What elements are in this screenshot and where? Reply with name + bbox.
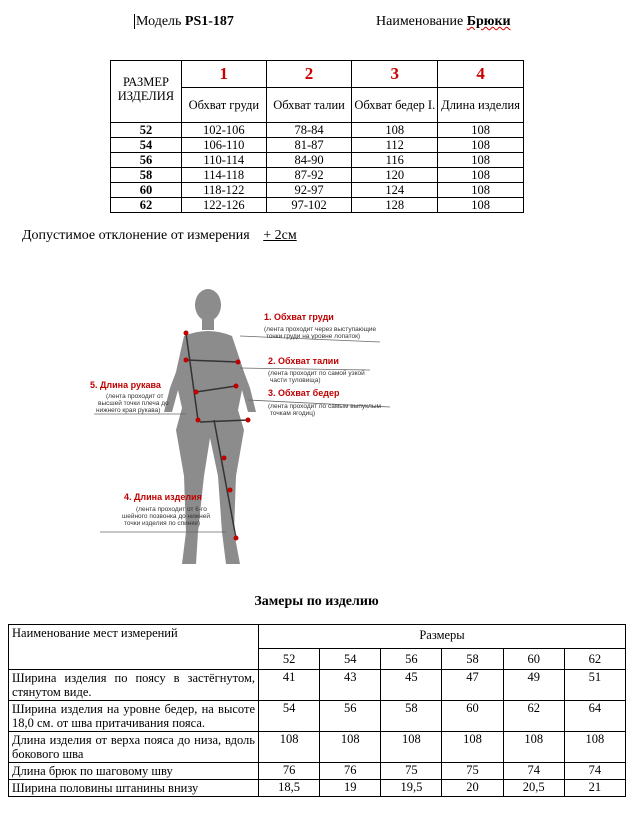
measure-value-cell: 51 [564, 670, 625, 701]
measure-name-cell: Длина брюк по шаговому шву [9, 763, 259, 780]
size-value-cell: 108 [438, 183, 524, 198]
length-note-1: (лента проходит от 6-го [136, 506, 207, 513]
sizes-header: Размеры [259, 625, 626, 649]
size-cell: 54 [111, 138, 182, 153]
measure-size-header: 62 [564, 648, 625, 669]
size-value-cell: 128 [352, 198, 438, 213]
col-label-2: Обхват талии [266, 88, 352, 123]
size-value-cell: 92-97 [266, 183, 352, 198]
measure-value-cell: 108 [442, 732, 503, 763]
size-header: РАЗМЕР ИЗДЕЛИЯ [111, 61, 182, 123]
size-value-cell: 110-114 [181, 153, 266, 168]
name-value: Брюки [466, 14, 511, 29]
size-cell: 58 [111, 168, 182, 183]
measure-row [9, 701, 626, 732]
size-value-cell: 108 [438, 138, 524, 153]
col-number-4: 4 [438, 61, 524, 88]
measure-value-cell: 20 [442, 780, 503, 797]
measure-value-cell: 43 [320, 670, 381, 701]
size-value-cell: 81-87 [266, 138, 352, 153]
model-value: PS1-187 [184, 14, 234, 29]
measure-value-cell: 74 [564, 763, 625, 780]
measurements-title: Замеры по изделию [254, 594, 379, 609]
waist-title: 2. Обхват талии [268, 356, 339, 366]
name-line [376, 14, 511, 30]
size-value-cell: 108 [352, 123, 438, 138]
measure-value-cell: 64 [564, 701, 625, 732]
size-value-cell: 106-110 [181, 138, 266, 153]
size-cell: 56 [111, 153, 182, 168]
measure-value-cell: 19,5 [381, 780, 442, 797]
model-line [134, 14, 234, 30]
measure-value-cell: 19 [320, 780, 381, 797]
col-number-1: 1 [181, 61, 266, 88]
size-row [111, 168, 524, 183]
measure-value-cell: 74 [503, 763, 564, 780]
measure-value-cell: 62 [503, 701, 564, 732]
tolerance-text: Допустимое отклонение от измерения [22, 228, 250, 243]
size-value-cell: 108 [438, 123, 524, 138]
size-row [111, 123, 524, 138]
chest-note-1: (лента проходит через выступающие [264, 326, 377, 333]
measure-value-cell: 45 [381, 670, 442, 701]
chest-title: 1. Обхват груди [264, 312, 334, 322]
measurements-table [8, 624, 626, 797]
measure-name-cell: Длина изделия от верха пояса до низа, вдоль бокового шва [9, 732, 259, 763]
hips-note-2: точкам ягодиц) [270, 410, 316, 417]
measure-name-cell: Ширина половины штанины внизу [9, 780, 259, 797]
size-value-cell: 108 [438, 198, 524, 213]
sleeve-note-3: нижнего края рукава) [96, 407, 161, 414]
measure-value-cell: 108 [503, 732, 564, 763]
name-label: Наименование [376, 14, 464, 29]
size-row [111, 138, 524, 153]
measure-value-cell: 18,5 [259, 780, 320, 797]
size-row [111, 153, 524, 168]
measure-value-cell: 108 [320, 732, 381, 763]
measure-row [9, 670, 626, 701]
col-number-3: 3 [352, 61, 438, 88]
body-measurement-figure [80, 280, 410, 570]
measure-name-cell: Ширина изделия по поясу в застёгнутом, стянутом виде. [9, 670, 259, 701]
measure-value-cell: 75 [381, 763, 442, 780]
measure-value-cell: 54 [259, 701, 320, 732]
measure-size-header: 56 [381, 648, 442, 669]
sleeve-note-1: (лента проходит от [106, 393, 164, 400]
model-label: Модель [136, 14, 182, 29]
waist-note-2: части туловища) [270, 377, 321, 384]
measure-value-cell: 76 [320, 763, 381, 780]
measure-value-cell: 49 [503, 670, 564, 701]
size-cell: 60 [111, 183, 182, 198]
measure-value-cell: 58 [381, 701, 442, 732]
measure-value-cell: 76 [259, 763, 320, 780]
measure-size-header: 60 [503, 648, 564, 669]
size-cell: 52 [111, 123, 182, 138]
tolerance-value: + 2см [263, 228, 297, 243]
measure-row [9, 732, 626, 763]
size-value-cell: 120 [352, 168, 438, 183]
size-cell: 62 [111, 198, 182, 213]
size-value-cell: 116 [352, 153, 438, 168]
measure-value-cell: 47 [442, 670, 503, 701]
length-title: 4. Длина изделия [124, 492, 202, 502]
size-value-cell: 87-92 [266, 168, 352, 183]
measure-value-cell: 21 [564, 780, 625, 797]
size-value-cell: 114-118 [181, 168, 266, 183]
size-value-cell: 102-106 [181, 123, 266, 138]
measure-name-cell: Ширина изделия на уровне бедер, на высоте 18,0 см. от шва притачивания пояса. [9, 701, 259, 732]
size-value-cell: 97-102 [266, 198, 352, 213]
size-value-cell: 78-84 [266, 123, 352, 138]
col-number-2: 2 [266, 61, 352, 88]
tolerance-line [22, 228, 297, 244]
length-note-3: точки изделия по спинке) [124, 520, 201, 527]
measure-row [9, 780, 626, 797]
chest-note-2: точки груди на уровне лопаток) [266, 333, 361, 340]
hips-note-1: (лента проходит по самым выпуклым [268, 403, 381, 410]
measure-value-cell: 41 [259, 670, 320, 701]
measure-value-cell: 108 [564, 732, 625, 763]
measure-value-cell: 75 [442, 763, 503, 780]
col-label-1: Обхват груди [181, 88, 266, 123]
hips-title: 3. Обхват бедер [268, 388, 340, 398]
size-row [111, 198, 524, 213]
measure-value-cell: 20,5 [503, 780, 564, 797]
col-label-4: Длина изделия [438, 88, 524, 123]
size-value-cell: 84-90 [266, 153, 352, 168]
size-value-cell: 108 [438, 168, 524, 183]
measure-name-header: Наименование мест измерений [9, 625, 259, 670]
measure-value-cell: 108 [381, 732, 442, 763]
length-note-2: шейного позвонка до нижней [122, 513, 210, 520]
measure-size-header: 52 [259, 648, 320, 669]
size-table [110, 60, 524, 213]
measure-row [9, 763, 626, 780]
size-value-cell: 108 [438, 153, 524, 168]
size-value-cell: 112 [352, 138, 438, 153]
size-value-cell: 118-122 [181, 183, 266, 198]
waist-note-1: (лента проходит по самой узкой [268, 370, 365, 377]
measure-size-header: 54 [320, 648, 381, 669]
size-row [111, 183, 524, 198]
measure-value-cell: 56 [320, 701, 381, 732]
size-value-cell: 122-126 [181, 198, 266, 213]
sleeve-title: 5. Длина рукава [90, 380, 161, 390]
col-label-3: Обхват бедер I. [352, 88, 438, 123]
measure-value-cell: 60 [442, 701, 503, 732]
measure-value-cell: 108 [259, 732, 320, 763]
sleeve-note-2: высшей точки плеча до [98, 400, 169, 407]
measure-size-header: 58 [442, 648, 503, 669]
size-value-cell: 124 [352, 183, 438, 198]
